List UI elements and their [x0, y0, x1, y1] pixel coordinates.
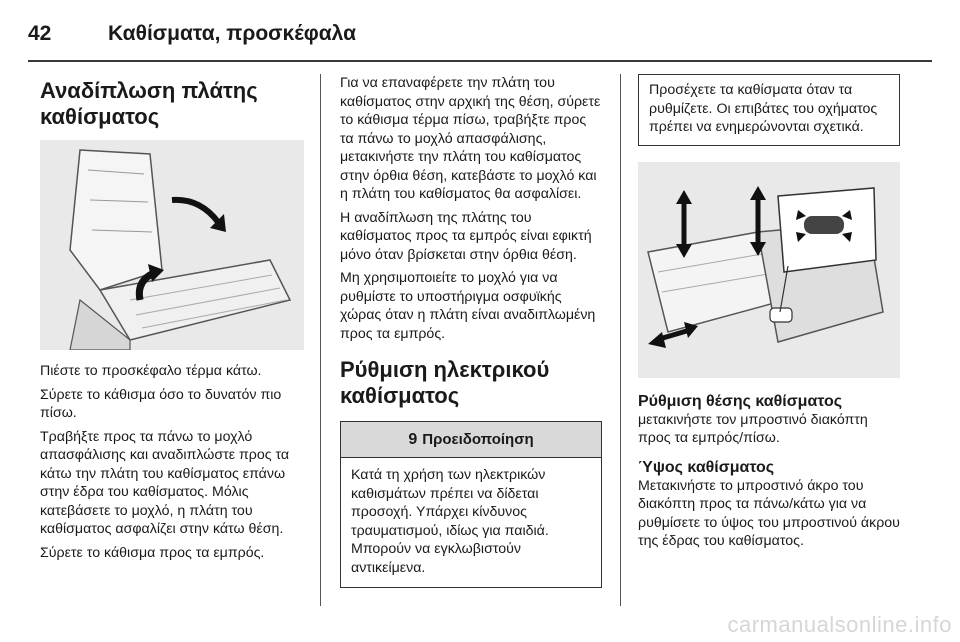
note-text: Προσέχετε τα καθίσματα όταν τα ρυθμίζετε. Οι επιβάτες του οχήματος πρέπει να ενημερώνονται σχετικά. — [649, 82, 878, 135]
warning-header — [341, 422, 601, 458]
fold-step-2: Σύρετε το κάθισμα όσο το δυνατόν πιο πίσω. — [40, 386, 282, 421]
section-heading-electric-seat: Ρύθμιση ηλεκτρικού καθίσματος — [340, 357, 550, 408]
warning-box — [340, 421, 602, 588]
column-divider-1 — [320, 74, 321, 606]
seat-height-text: Μετακινήστε το μπροστινό άκρο του διακόπτη προς τα πάνω/κάτω για να ρυθμίσετε το ύψος του μπροστινού άκρου της έδρας του καθίσματος. — [638, 477, 900, 549]
chapter-title: Καθίσματα, προσκέφαλα — [108, 22, 356, 45]
seat-height-title: Ύψος καθίσματος — [638, 458, 775, 476]
page-header — [28, 14, 356, 54]
seat-fold-illustration — [40, 140, 304, 350]
header-divider — [28, 60, 932, 62]
warning-body — [341, 458, 601, 587]
fold-step-4: Σύρετε το κάθισμα προς τα εμπρός. — [40, 544, 265, 561]
warning-icon: 9 — [408, 430, 418, 448]
column-1 — [40, 74, 306, 567]
column-3 — [638, 74, 900, 556]
column-2 — [340, 74, 602, 588]
lumbar-caution-text: Μη χρησιμοποιείτε το μοχλό για να ρυθμίστε το υποστήριγμα οσφυϊκής χώρας όταν η πλάτη είναι αναδιπλωμένη προς τα εμπρός. — [340, 270, 596, 342]
fold-step-1: Πιέστε το προσκέφαλο τέρμα κάτω. — [40, 363, 262, 379]
fold-condition-text: Η αναδίπλωση της πλάτης του καθίσματος προς τα εμπρός είναι εφικτή μόνο όταν βρίσκεται στην όρθια θέση. — [340, 209, 592, 263]
seat-position-title: Ρύθμιση θέσης καθίσματος — [638, 392, 843, 410]
electric-seat-drawing — [638, 162, 900, 378]
electric-seat-illustration — [638, 162, 900, 378]
note-box — [638, 74, 900, 146]
seat-fold-drawing — [40, 140, 304, 350]
section-heading-fold-backrest: Αναδίπλωση πλάτης καθίσματος — [40, 78, 258, 129]
column-divider-2 — [620, 74, 621, 606]
warning-text: Κατά τη χρήση των ηλεκτρικών καθισμάτων πρέπει να δίδεται προσοχή. Υπάρχει κίνδυνος τραυματισμού, ιδίως για παιδιά. Μπορούν να εγκλωβιστούν αντικείμενα. — [351, 467, 549, 576]
seat-position-text: μετακινήστε τον μπροστινό διακόπτη προς τα εμπρός/πίσω. — [638, 411, 868, 446]
restore-backrest-text: Για να επαναφέρετε την πλάτη του καθίσματος στην αρχική της θέση, σύρετε το κάθισμα τέρμα πίσω, τραβήξτε προς τα πάνω το μοχλό απασφάλισης, μετακινήστε την πλάτη του καθίσματος στην όρθια θέση, κατεβάστε το μοχλό και η πλάτη του καθίσματος θα ασφαλίσει. — [340, 75, 601, 202]
page-number: 42 — [28, 22, 52, 45]
warning-label: Προειδοποίηση — [422, 431, 534, 448]
site-watermark: carmanualsonline.info — [727, 612, 952, 637]
fold-step-3: Τραβήξτε προς τα πάνω το μοχλό απασφάλισης και αναδιπλώστε προς τα κάτω την πλάτη του καθίσματος επάνω στην έδρα του καθίσματος. Μόλις κατεβάσετε το μοχλό, η πλάτη του καθίσματος ασφαλίζει στην κάτω θέση. — [40, 428, 290, 537]
